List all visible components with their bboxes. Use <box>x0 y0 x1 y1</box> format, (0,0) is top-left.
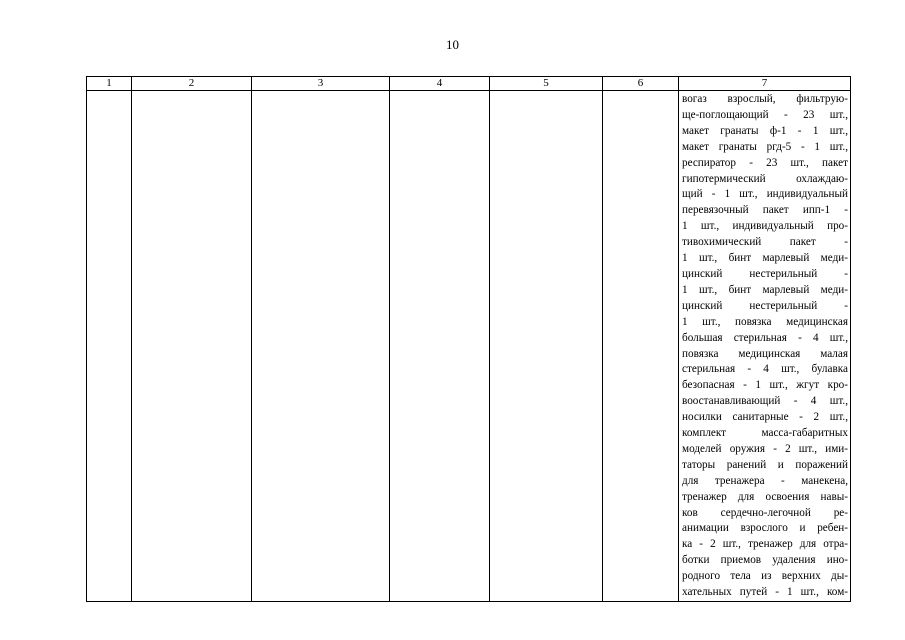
table-row <box>87 91 851 602</box>
text-line: стерильная - 4 шт., булавка <box>682 363 848 376</box>
document-table <box>86 76 851 602</box>
table-cell-col5 <box>490 91 603 602</box>
column-header-5: 5 <box>490 77 603 91</box>
text-line: цинский нестерильный - <box>682 267 848 280</box>
text-line: макет гранаты ргд-5 - 1 шт., <box>682 140 848 153</box>
text-line: повязка медицинская малая <box>682 347 848 360</box>
table-cell-col2 <box>132 91 252 602</box>
text-line: респиратор - 23 шт., пакет <box>682 156 848 169</box>
column-header-1: 1 <box>87 77 132 91</box>
table-cell-col1 <box>87 91 132 602</box>
table-cell-col3 <box>252 91 390 602</box>
text-line: ка - 2 шт., тренажер для отра- <box>682 538 848 551</box>
text-line: 1 шт., бинт марлевый меди- <box>682 283 848 296</box>
text-line: 1 шт., повязка медицинская <box>682 315 848 328</box>
table-header-row <box>87 77 851 91</box>
column-header-7: 7 <box>679 77 851 91</box>
equipment-list-text <box>679 91 850 601</box>
text-line: комплект масса-габаритных <box>682 427 848 440</box>
text-line: для тренажера - манекена, <box>682 474 848 487</box>
column-header-2: 2 <box>132 77 252 91</box>
text-line: тивохимический пакет - <box>682 236 848 249</box>
text-line: моделей оружия - 2 шт., ими- <box>682 442 848 455</box>
text-line: цинский нестерильный - <box>682 299 848 312</box>
text-line: безопасная - 1 шт., жгут кро- <box>682 379 848 392</box>
text-line: ще-поглощающий - 23 шт., <box>682 108 848 121</box>
text-line: 1 шт., индивидуальный про- <box>682 220 848 233</box>
text-line: воостанавливающий - 4 шт., <box>682 395 848 408</box>
text-line: носилки санитарные - 2 шт., <box>682 411 848 424</box>
table-cell-col4 <box>390 91 490 602</box>
text-line: большая стерильная - 4 шт., <box>682 331 848 344</box>
text-line: хательных путей - 1 шт., ком- <box>682 586 848 599</box>
text-line: щий - 1 шт., индивидуальный <box>682 188 848 201</box>
table-cell-col7 <box>679 91 851 602</box>
text-line: таторы ранений и поражений <box>682 458 848 471</box>
text-line: ботки приемов удаления ино- <box>682 554 848 567</box>
text-line: вогаз взрослый, фильтрую- <box>682 93 848 105</box>
text-line: тренажер для освоения навы- <box>682 490 848 503</box>
table-cell-col6 <box>603 91 679 602</box>
column-header-3: 3 <box>252 77 390 91</box>
column-header-4: 4 <box>390 77 490 91</box>
text-line: перевязочный пакет ипп-1 - <box>682 204 848 217</box>
text-line: макет гранаты ф-1 - 1 шт., <box>682 124 848 137</box>
text-line: 1 шт., бинт марлевый меди- <box>682 252 848 265</box>
text-line: гипотермический охлаждаю- <box>682 172 848 185</box>
page-number: 10 <box>446 37 459 52</box>
column-header-6: 6 <box>603 77 679 91</box>
text-line: анимации взрослого и ребен- <box>682 522 848 535</box>
text-line: ков сердечно-легочной ре- <box>682 506 848 519</box>
text-line: родного тела из верхних ды- <box>682 570 848 583</box>
